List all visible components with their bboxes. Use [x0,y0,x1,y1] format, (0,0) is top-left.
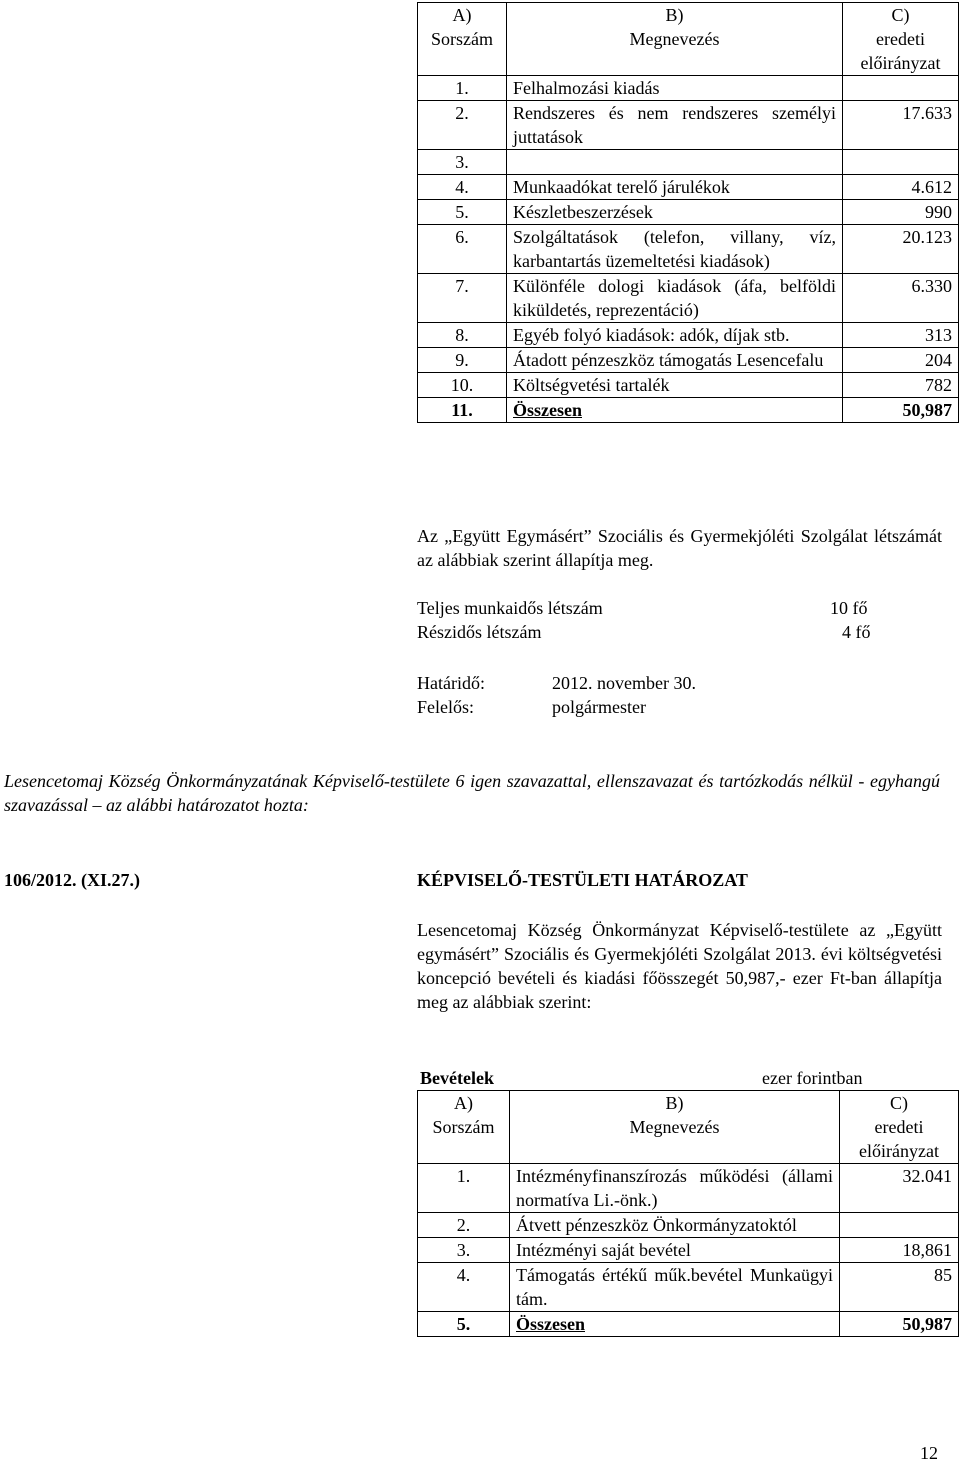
expenses-table [417,2,959,423]
row-name: Támogatás értékű műk.bevétel Munkaügyi tám. [510,1263,840,1312]
deadline-value: 2012. november 30. [552,673,696,693]
row-value [840,1213,959,1238]
responsible-label: Felelős: [417,697,474,717]
row-number: 9. [418,348,507,373]
row-number: 11. [418,398,507,423]
table-row [418,274,959,323]
column-header: B) Megnevezés [510,1091,840,1164]
row-number: 5. [418,200,507,225]
row-number: 7. [418,274,507,323]
vote-statement: Lesencetomaj Község Önkormányzatának Képviselő-testülete 6 igen szavazattal, ellenszavazat és tartózkodás nélkül - egyhangú szavazással – az alábbi határozatot hozta: [4,771,940,815]
table-header-row [418,3,959,76]
row-name: Készletbeszerzések [507,200,843,225]
row-value: 50,987 [843,398,959,423]
row-number: 1. [418,1164,510,1213]
row-name [507,150,843,175]
row-name: Átvett pénzeszköz Önkormányzatoktól [510,1213,840,1238]
table-row [418,1238,959,1263]
row-number: 4. [418,1263,510,1312]
part-time-value: 4 fő [842,622,871,642]
row-value [843,76,959,101]
row-number: 4. [418,175,507,200]
resolution-body: Lesencetomaj Község Önkormányzat Képviselő-testülete az „Együtt egymásért” Szociális és Gyermekjóléti Szolgálat 2013. évi költségvetési koncepció bevételi és kiadási főösszegét 50,987,- ezer Ft-ban állapítja meg az alábbiak szerint: [417,920,942,1012]
table-row [418,101,959,150]
row-value: 85 [840,1263,959,1312]
row-number: 6. [418,225,507,274]
resolution-title: KÉPVISELŐ-TESTÜLETI HATÁROZAT [417,870,748,890]
row-value: 313 [843,323,959,348]
responsible-value: polgármester [552,697,646,717]
revenues-label: Bevételek [420,1068,494,1088]
row-number: 3. [418,1238,510,1263]
table-row [418,225,959,274]
row-number: 10. [418,373,507,398]
row-value: 50,987 [840,1312,959,1337]
row-number: 2. [418,101,507,150]
expenses-table-body [418,3,959,423]
row-value: 204 [843,348,959,373]
row-value: 6.330 [843,274,959,323]
table-header-row [418,1091,959,1164]
row-value: 4.612 [843,175,959,200]
table-row [418,1312,959,1337]
row-name: Különféle dologi kiadások (áfa, belföldi kiküldetés, reprezentáció) [507,274,843,323]
table-row [418,175,959,200]
table-row [418,1263,959,1312]
row-name: Költségvetési tartalék [507,373,843,398]
row-value: 20.123 [843,225,959,274]
row-name: Összesen [507,398,843,423]
part-time-label: Részidős létszám [417,622,542,642]
row-name: Intézményi saját bevétel [510,1238,840,1263]
row-number: 2. [418,1213,510,1238]
table-row [418,1213,959,1238]
row-value: 990 [843,200,959,225]
table-row [418,323,959,348]
table-row [418,76,959,101]
revenues-table-body [418,1091,959,1337]
full-time-label: Teljes munkaidős létszám [417,598,603,618]
column-header: C) eredeti előirányzat [840,1091,959,1164]
table-row [418,200,959,225]
resolution-number: 106/2012. (XI.27.) [4,870,140,890]
table-row [418,1164,959,1213]
table-row [418,348,959,373]
row-value [843,150,959,175]
table-row [418,150,959,175]
row-value: 782 [843,373,959,398]
row-value: 18,861 [840,1238,959,1263]
row-value: 32.041 [840,1164,959,1213]
deadline-label: Határidő: [417,673,485,693]
table-row [418,373,959,398]
row-name: Összesen [510,1312,840,1337]
staff-intro: Az „Együtt Egymásért” Szociális és Gyermekjóléti Szolgálat létszámát az alábbiak szerint állapítja meg. [417,526,942,570]
row-number: 1. [418,76,507,101]
unit-label: ezer forintban [762,1068,863,1088]
row-number: 3. [418,150,507,175]
row-name: Intézményfinanszírozás működési (állami normatíva Li.-önk.) [510,1164,840,1213]
row-name: Szolgáltatások (telefon, villany, víz, karbantartás üzemeltetési kiadások) [507,225,843,274]
row-name: Rendszeres és nem rendszeres személyi juttatások [507,101,843,150]
column-header: B) Megnevezés [507,3,843,76]
row-name: Munkaadókat terelő járulékok [507,175,843,200]
revenues-table [417,1090,959,1337]
row-number: 8. [418,323,507,348]
row-value: 17.633 [843,101,959,150]
column-header: A) Sorszám [418,3,507,76]
row-name: Átadott pénzeszköz támogatás Lesencefalu [507,348,843,373]
row-name: Felhalmozási kiadás [507,76,843,101]
table-row [418,398,959,423]
row-name: Egyéb folyó kiadások: adók, díjak stb. [507,323,843,348]
row-number: 5. [418,1312,510,1337]
column-header: A) Sorszám [418,1091,510,1164]
column-header: C) eredeti előirányzat [843,3,959,76]
page-number: 12 [920,1443,938,1463]
full-time-value: 10 fő [830,598,868,618]
